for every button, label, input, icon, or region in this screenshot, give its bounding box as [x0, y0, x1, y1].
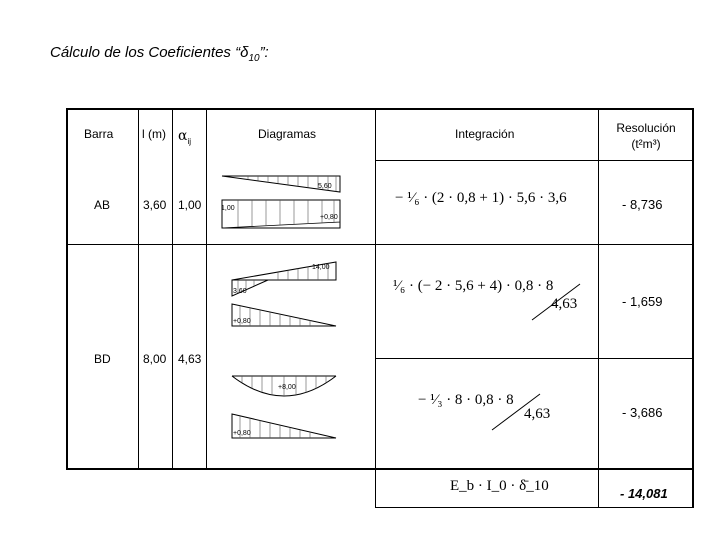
- integration-formula-bd1: ¹⁄₆ · (− 2 · 5,6 + 4) · 0,8 · 8: [393, 278, 554, 294]
- integration-formula-ab: − ¹⁄₆ · (2 · 0,8 + 1) · 5,6 · 3,6: [395, 190, 567, 206]
- diagram-bd1-top-label: 14,00: [312, 264, 330, 271]
- row-ab-barra: AB: [94, 198, 111, 212]
- row-bd-alpha: 4,63: [178, 352, 202, 366]
- diagram-ab-left-label: 1,00: [221, 205, 235, 212]
- diagram-bd1-bottom-label: +0,80: [233, 318, 251, 325]
- diagram-bd2-mid-label: +8,00: [278, 384, 296, 391]
- header-resolucion: Resolución (t²m³): [616, 121, 676, 151]
- row-bd-barra: BD: [94, 352, 111, 366]
- header-alpha: $\alpha_{ij}$: [178, 128, 192, 146]
- result-total: - 14,081: [620, 486, 668, 501]
- row-ab-length: 3,60: [143, 198, 167, 212]
- page-title: Cálculo de los Coeficientes “$\delta_{10}$”:: [50, 44, 269, 64]
- integration-formula-bd2: − ¹⁄₃ · 8 · 0,8 · 8: [418, 392, 514, 408]
- header-length: l (m): [142, 127, 166, 141]
- row-ab-alpha: 1,00: [178, 198, 202, 212]
- total-formula: E_b · I_0 · δ̄_10: [450, 478, 549, 494]
- header-integracion: Integración: [455, 127, 515, 141]
- header-diagramas: Diagramas: [258, 127, 317, 141]
- result-bd1: - 1,659: [622, 294, 663, 309]
- diagram-ab-right-label: +0,80: [320, 214, 338, 221]
- diagram-ab-top-label: 5,60: [318, 183, 332, 190]
- integration-formula-bd2-den: 4,63: [524, 406, 551, 422]
- diagram-bd1-left-label: 3,60: [233, 288, 247, 295]
- integration-formula-bd1-den: 4,63: [551, 296, 578, 312]
- header-barra: Barra: [84, 127, 114, 141]
- row-bd-length: 8,00: [143, 352, 167, 366]
- result-ab: - 8,736: [622, 197, 663, 212]
- diagram-bd2-bottom-label: +0,80: [233, 430, 251, 437]
- diagram-ab: [218, 170, 346, 232]
- result-bd2: - 3,686: [622, 405, 663, 420]
